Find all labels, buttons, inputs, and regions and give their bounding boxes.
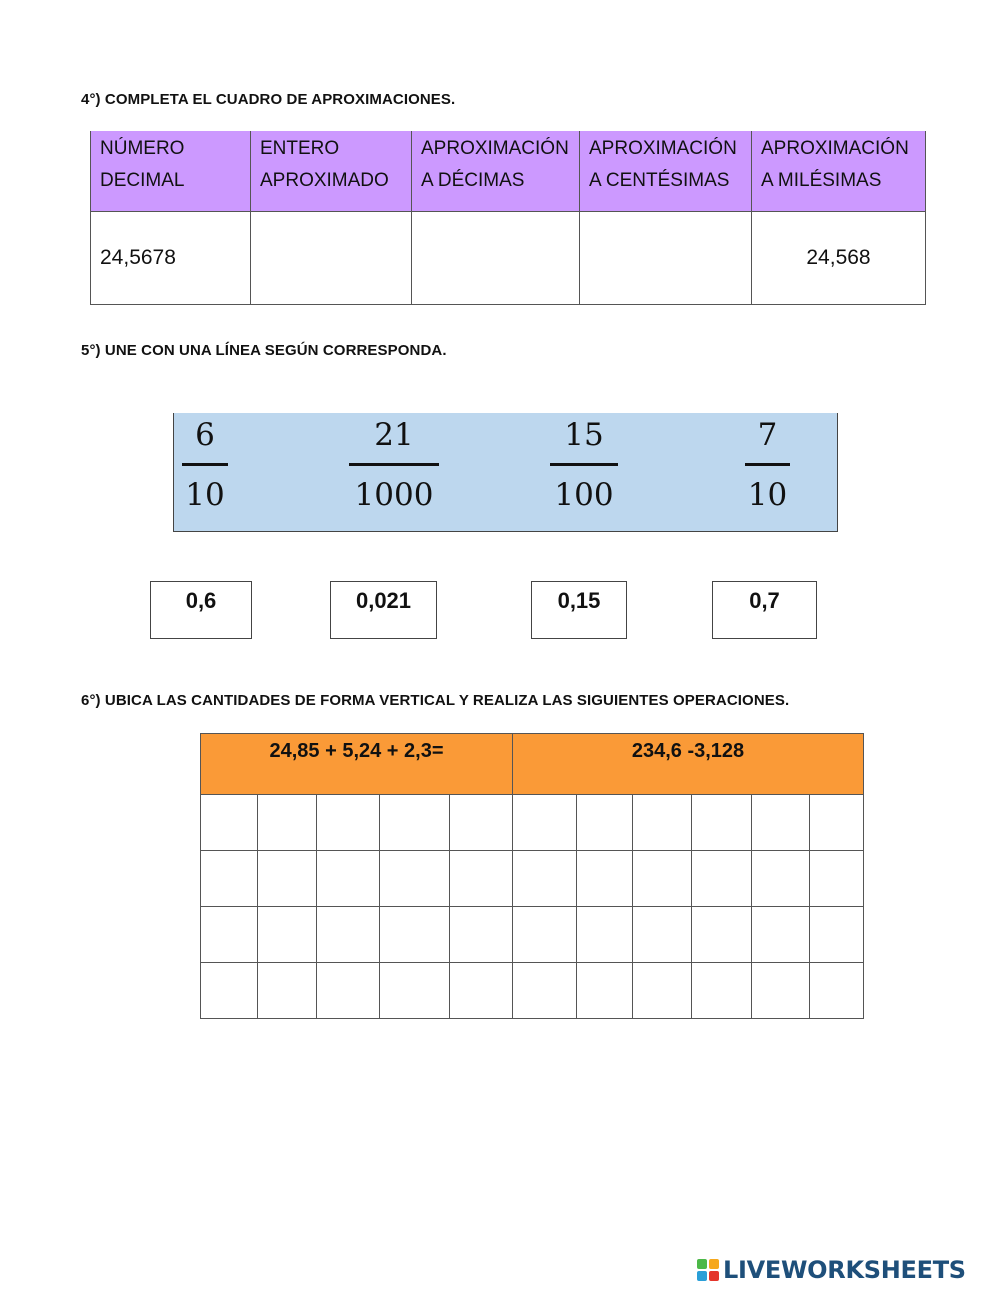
grid-cell[interactable]: [380, 907, 450, 963]
grid-cell[interactable]: [633, 963, 692, 1019]
section5-heading: 5°) UNE CON UNA LÍNEA SEGÚN CORRESPONDA.: [81, 342, 447, 359]
grid-row: [201, 795, 864, 851]
grid-cell[interactable]: [752, 907, 810, 963]
grid-cell[interactable]: [633, 795, 692, 851]
grid-row: [201, 963, 864, 1019]
grid-cell[interactable]: [810, 963, 864, 1019]
grid-cell[interactable]: [633, 907, 692, 963]
grid-cell[interactable]: [752, 963, 810, 1019]
grid-cell[interactable]: [317, 907, 380, 963]
table-header-row: [91, 131, 926, 212]
grid-cell[interactable]: [692, 795, 752, 851]
header-aprox-centesimas: APROXIMACIÓN A CENTÉSIMAS: [580, 131, 752, 212]
liveworksheets-logo-icon: [697, 1259, 719, 1281]
grid-cell[interactable]: [577, 795, 633, 851]
cell-aprox-decimas-input[interactable]: [412, 212, 580, 305]
fractions-panel: [173, 413, 838, 532]
liveworksheets-logo[interactable]: [697, 1253, 966, 1287]
grid-cell[interactable]: [577, 851, 633, 907]
grid-cell[interactable]: [692, 963, 752, 1019]
grid-cell[interactable]: [380, 851, 450, 907]
grid-cell[interactable]: [450, 963, 513, 1019]
grid-cell[interactable]: [201, 907, 258, 963]
grid-cell[interactable]: [513, 851, 577, 907]
grid-cell[interactable]: [810, 795, 864, 851]
header-entero-aproximado: ENTERO APROXIMADO: [251, 131, 412, 212]
fraction-denominator: 10: [185, 477, 225, 513]
grid-cell[interactable]: [513, 795, 577, 851]
fraction-denominator: 1000: [354, 477, 434, 513]
grid-cell[interactable]: [317, 851, 380, 907]
grid-cell[interactable]: [450, 851, 513, 907]
grid-cell[interactable]: [258, 851, 317, 907]
answer-box[interactable]: 0,6: [150, 581, 252, 639]
grid-cell[interactable]: [513, 963, 577, 1019]
grid-cell[interactable]: [258, 963, 317, 1019]
grid-cell[interactable]: [201, 963, 258, 1019]
fraction-denominator: 100: [554, 477, 614, 513]
fraction-item[interactable]: [349, 413, 439, 515]
cell-entero-aproximado-input[interactable]: [251, 212, 412, 305]
section6-heading: 6°) UBICA LAS CANTIDADES DE FORMA VERTICAL Y REALIZA LAS SIGUIENTES OPERACIONES.: [81, 692, 790, 709]
fraction-denominator: 10: [747, 477, 788, 513]
fraction-bar: [349, 463, 439, 466]
grid-cell[interactable]: [450, 907, 513, 963]
grid-cell[interactable]: [577, 963, 633, 1019]
answer-box[interactable]: 0,15: [531, 581, 627, 639]
fraction-bar: [182, 463, 228, 466]
fraction-numerator: 7: [757, 417, 778, 453]
header-aprox-milesimas: APROXIMACIÓN A MILÉSIMAS: [752, 131, 926, 212]
grid-row: [201, 851, 864, 907]
answer-box[interactable]: 0,7: [712, 581, 817, 639]
header-numero-decimal: NÚMERO DECIMAL: [91, 131, 251, 212]
grid-cell[interactable]: [258, 795, 317, 851]
grid-cell[interactable]: [317, 963, 380, 1019]
fraction-item[interactable]: [550, 413, 618, 515]
operation2-header: 234,6 -3,128: [513, 734, 864, 795]
grid-cell[interactable]: [633, 851, 692, 907]
table-row: [91, 212, 926, 305]
section4-heading: 4°) COMPLETA EL CUADRO DE APROXIMACIONES.: [81, 91, 456, 108]
grid-cell[interactable]: [201, 851, 258, 907]
fraction-bar: [550, 463, 618, 466]
grid-cell[interactable]: [380, 795, 450, 851]
grid-cell[interactable]: [317, 795, 380, 851]
answer-box[interactable]: 0,021: [330, 581, 437, 639]
operation1-header: 24,85 + 5,24 + 2,3=: [201, 734, 513, 795]
cell-aprox-milesimas: 24,568: [752, 212, 926, 305]
header-aprox-decimas: APROXIMACIÓN A DÉCIMAS: [412, 131, 580, 212]
cell-aprox-centesimas-input[interactable]: [580, 212, 752, 305]
grid-cell[interactable]: [810, 907, 864, 963]
grid-cell[interactable]: [810, 851, 864, 907]
fraction-bar: [745, 463, 790, 466]
fraction-numerator: 15: [564, 417, 604, 453]
grid-cell[interactable]: [450, 795, 513, 851]
grid-cell[interactable]: [692, 851, 752, 907]
grid-cell[interactable]: [752, 795, 810, 851]
grid-cell[interactable]: [752, 851, 810, 907]
grid-row: [201, 907, 864, 963]
fraction-numerator: 6: [195, 417, 215, 453]
approximations-table: [90, 131, 926, 305]
logo-text: LIVEWORKSHEETS: [723, 1256, 966, 1284]
grid-cell[interactable]: [201, 795, 258, 851]
fraction-numerator: 21: [374, 417, 414, 453]
grid-cell[interactable]: [258, 907, 317, 963]
operations-header-row: [201, 734, 864, 795]
grid-cell[interactable]: [380, 963, 450, 1019]
grid-cell[interactable]: [577, 907, 633, 963]
fraction-item[interactable]: [182, 413, 228, 515]
fraction-item[interactable]: [745, 413, 790, 515]
cell-numero-decimal: 24,5678: [91, 212, 251, 305]
grid-cell[interactable]: [513, 907, 577, 963]
grid-cell[interactable]: [692, 907, 752, 963]
operations-grid: [200, 733, 864, 1019]
